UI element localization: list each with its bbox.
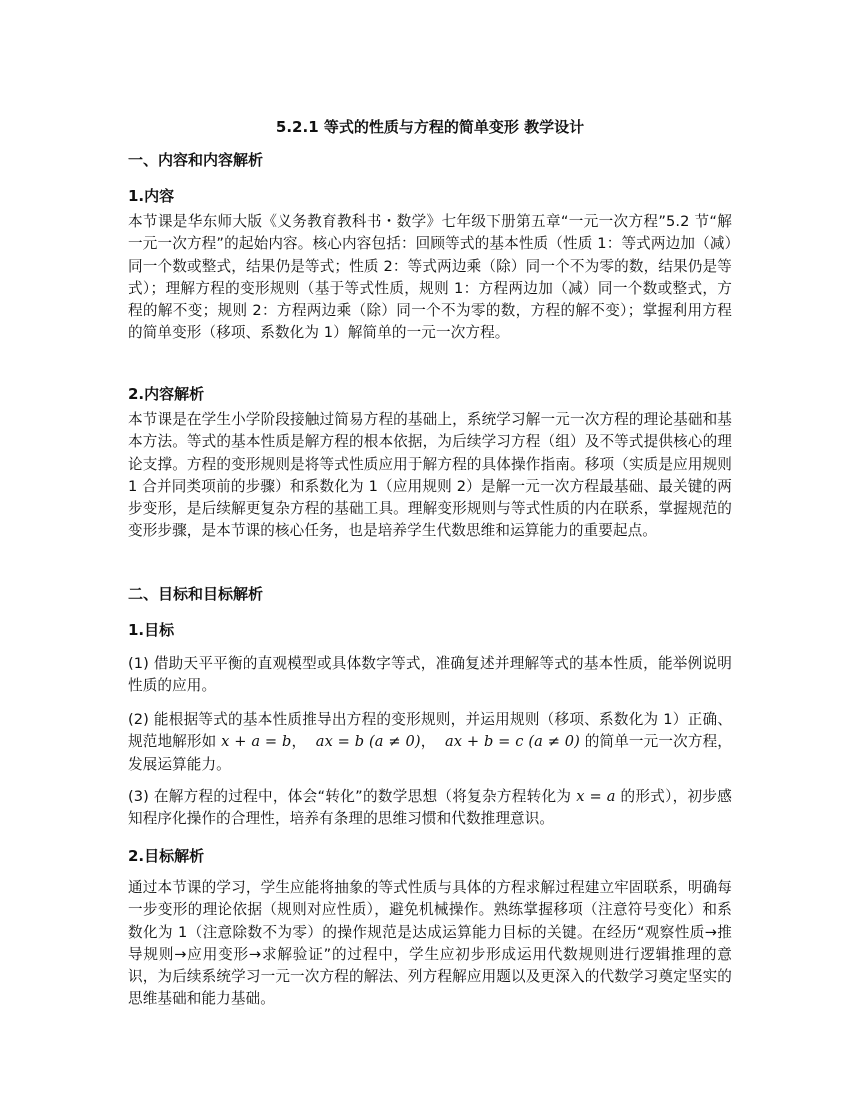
subsection-heading-content: 1.内容 [128, 187, 175, 205]
subsection-heading-goal-analysis: 2.目标解析 [128, 847, 205, 865]
goal-item-1: (1) 借助天平平衡的直观模型或具体数字等式，准确复述并理解等式的基本性质，能举例说明性质的应用。 [128, 655, 732, 695]
goal-2-text-start: (2) 能根据等式的基本性质推导出方程的变形规则，并运用规则（移项、系数化为 1）正确、规范地解形如 [128, 711, 732, 751]
goal-2-separator: ， [291, 733, 307, 751]
goal-2-separator: ， [420, 733, 436, 751]
section-heading-goals: 二、目标和目标解析 [128, 585, 264, 603]
document-title: 5.2.1 等式的性质与方程的简单变形 教学设计 [275, 118, 585, 136]
equation-ax-plus-b: ax + b = c (a ≠ 0) [444, 733, 580, 751]
content-analysis-paragraph: 本节课是在学生小学阶段接触过简易方程的基础上，系统学习解一元一次方程的理论基础和基本方法。等式的基本性质是解方程的根本依据，为后续学习方程（组）及不等式提供核心的理论支撑。方程的变形规则是将等式性质应用于解方程的具体操作指南。移项（实质是应用规则 1 合并同类项前的步骤）和系数化为 1（应用规则 2）是解一元一次方程最基础、最关键的两步变形，是后续解更复杂方程的基础工具。理解变形规则与等式性质的内在联系，掌握规范的变形步骤，是本节课的核心任务，也是培养学生代数思维和运算能力的重要起点。 [128, 411, 732, 540]
equation-x-equals-a: x = a [576, 788, 616, 805]
goal-3-text-start: (3) 在解方程的过程中，体会“转化”的数学思想（将复杂方程转化为 [128, 788, 577, 805]
goal-analysis-paragraph: 通过本节课的学习，学生应能将抽象的等式性质与具体的方程求解过程建立牢固联系，明确每一步变形的理论依据（规则对应性质），避免机械操作。熟练掌握移项（注意符号变化）和系数化为 1（注意除数不为零）的操作规范是达成运算能力目标的关键。在经历“观察性质→推导规则→应用变形→求解验证”的过程中，学生应初步形成运用代数规则进行逻辑推理的意识，为后续系统学习一元一次方程的解法、列方程解应用题以及更深入的代数学习奠定坚实的思维基础和能力基础。 [128, 879, 732, 1008]
goal-2-text-end: 的简单一元一次方程，发展运算能力。 [128, 733, 732, 773]
goal-item-3 [128, 786, 732, 831]
goal-item-2 [128, 709, 732, 776]
equation-x-plus-a: x + a = b [221, 733, 292, 751]
equation-ax-equals-b: ax = b (a ≠ 0) [315, 733, 421, 751]
section-heading-content: 一、内容和内容解析 [128, 151, 264, 169]
content-paragraph: 本节课是华东师大版《义务教育教科书・数学》七年级下册第五章“一元一次方程”5.2 节“解一元一次方程”的起始内容。核心内容包括：回顾等式的基本性质（性质 1：等式两边加（减）同一个数或整式，结果仍是等式；性质 2：等式两边乘（除）同一个不为零的数，结果仍是等式）；理解方程的变形规则（基于等式性质，规则 1：方程两边加（减）同一个数或整式，方程的解不变；规则 2：方程两边乘（除）同一个不为零的数，方程的解不变）；掌握利用方程的简单变形（移项、系数化为 1）解简单的一元一次方程。 [128, 213, 732, 342]
goal-3-text-end: 的形式），初步感知程序化操作的合理性，培养有条理的思维习惯和代数推理意识。 [128, 788, 732, 828]
subsection-heading-content-analysis: 2.内容解析 [128, 385, 205, 403]
subsection-heading-goals: 1.目标 [128, 621, 175, 639]
